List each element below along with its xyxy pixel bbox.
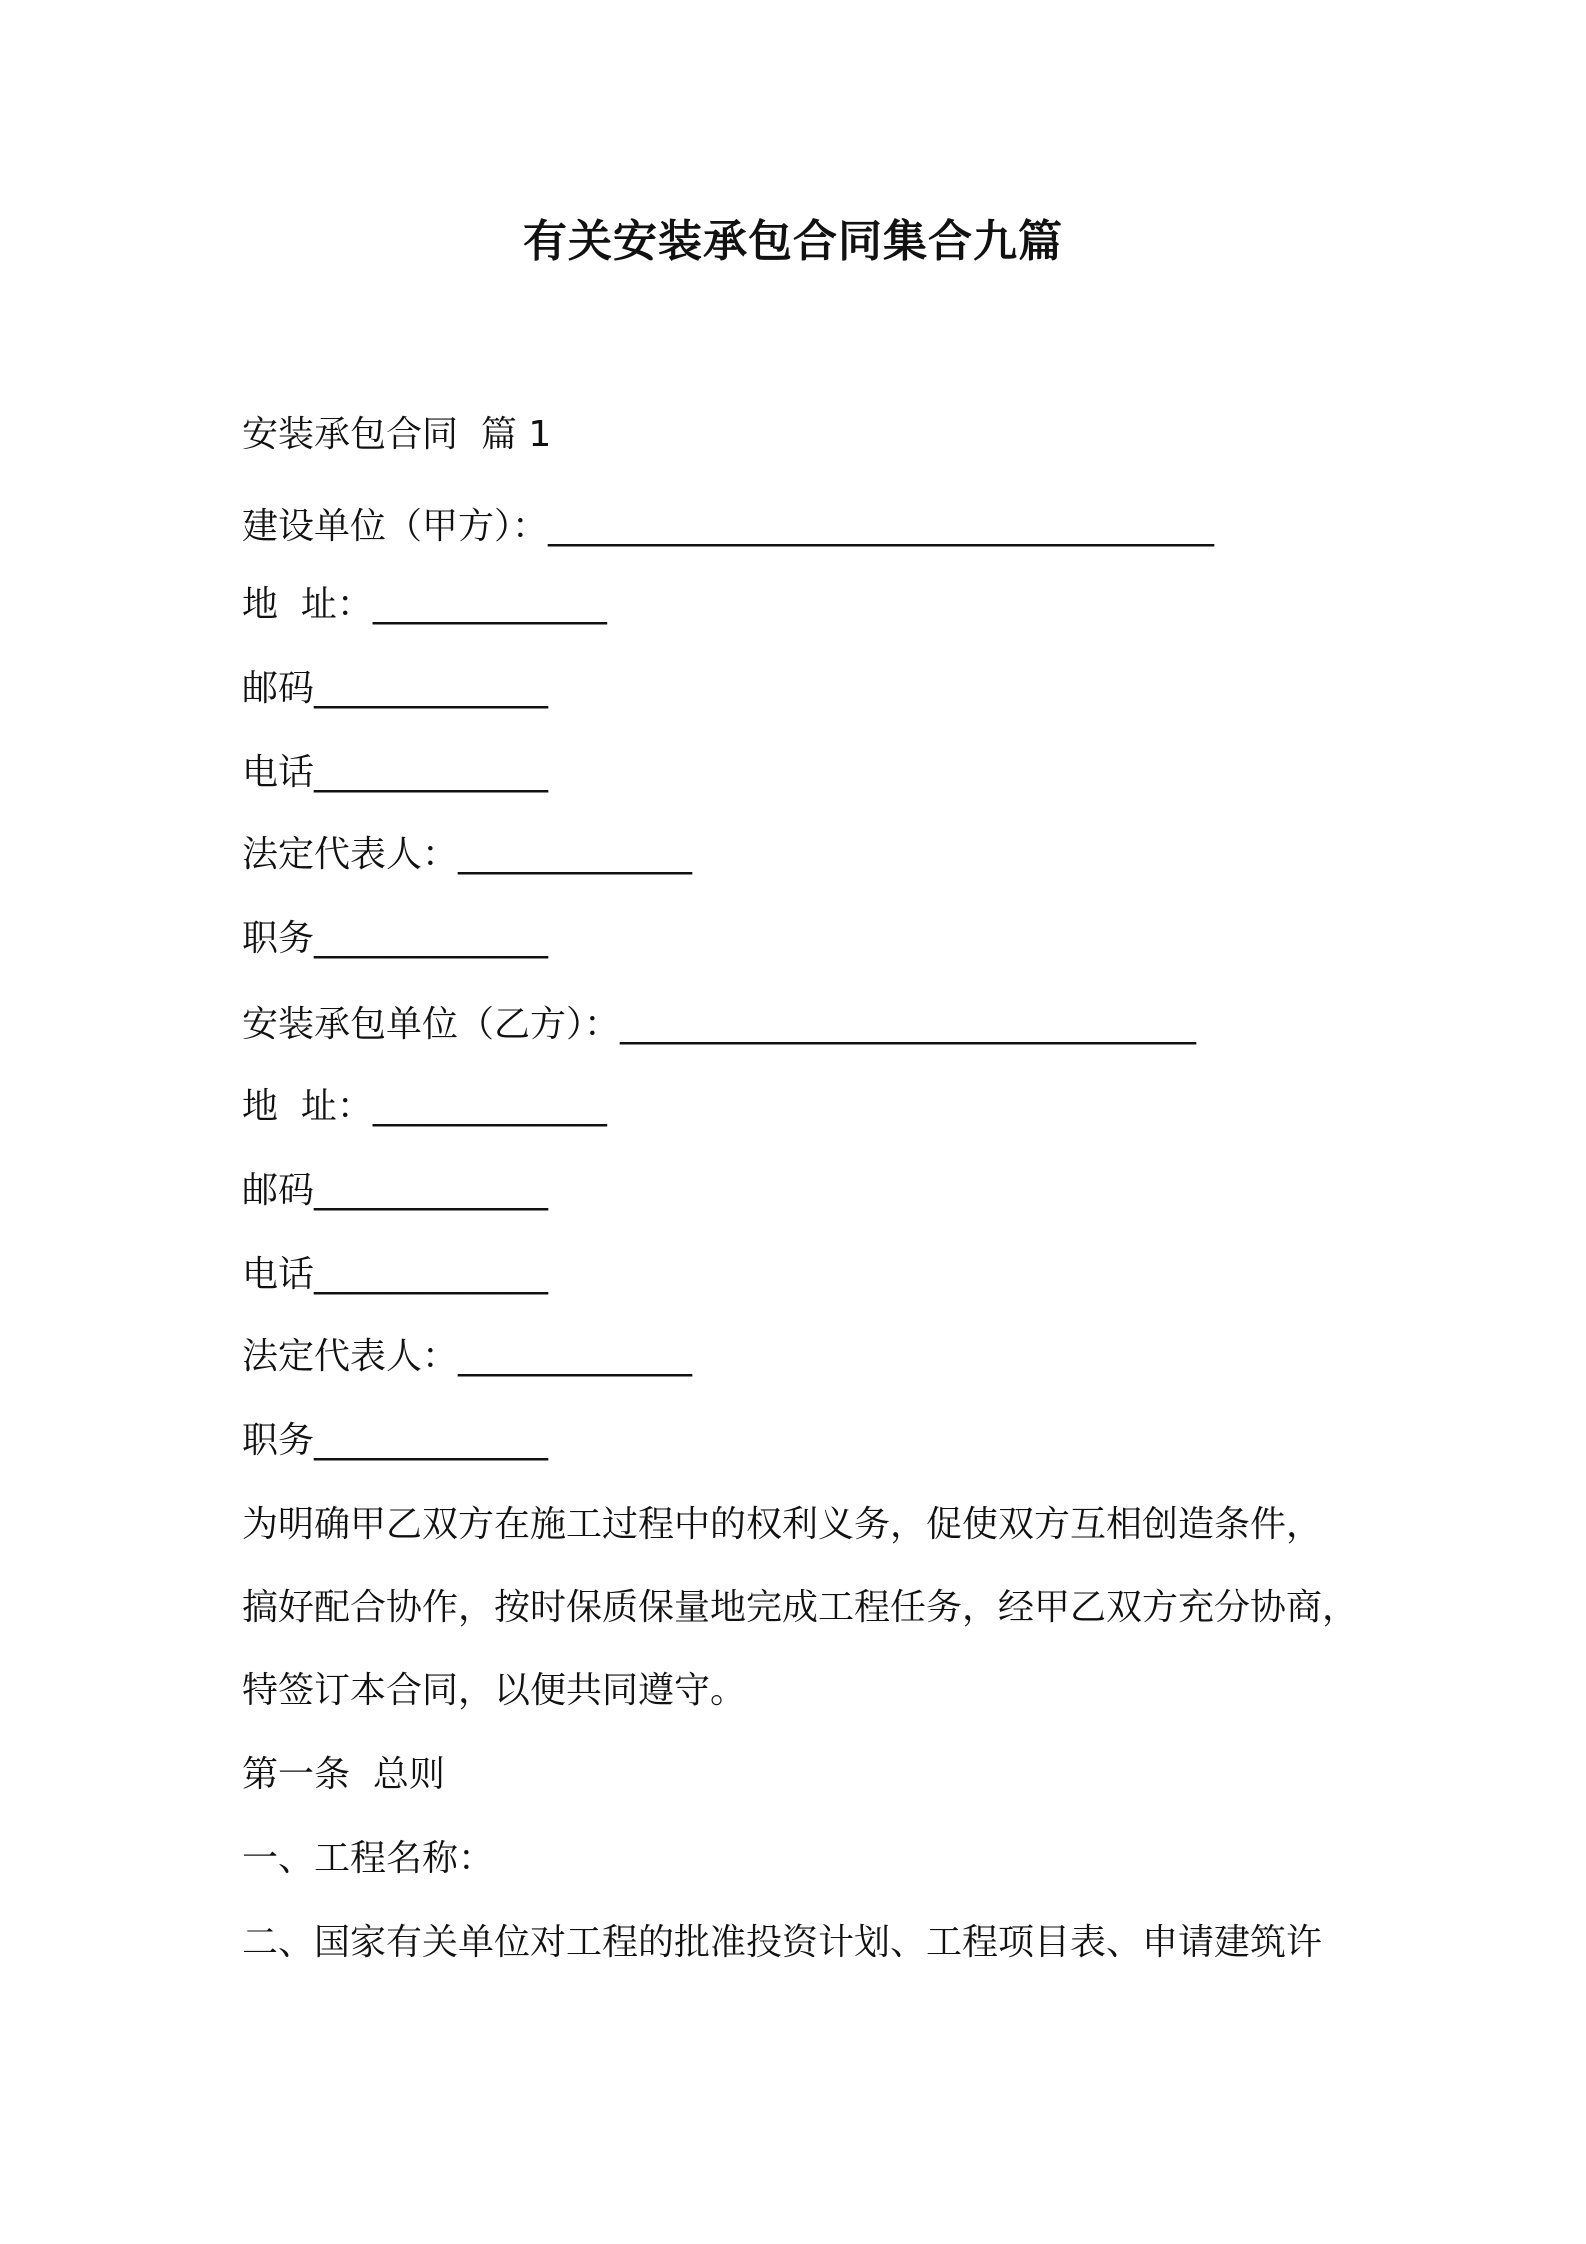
- item-one: 一、工程名称：: [242, 1838, 495, 1879]
- section-heading: 安装承包合同 篇 1: [242, 414, 552, 455]
- party-a-postcode: 邮码_____________: [242, 668, 549, 709]
- party-a-legal-rep: 法定代表人：_____________: [242, 834, 693, 875]
- intro-line: 为明确甲乙双方在施工过程中的权利义务，促使双方互相创造条件，: [242, 1504, 1323, 1545]
- party-b-address: 地 址：_____________: [242, 1086, 607, 1127]
- party-b-unit: 安装承包单位（乙方）：________________________________: [242, 1004, 1197, 1045]
- party-b-legal-rep: 法定代表人：_____________: [242, 1336, 693, 1377]
- party-b-phone: 电话_____________: [242, 1254, 549, 1295]
- party-a-unit: 建设单位（甲方）：_____________________________________: [242, 506, 1215, 547]
- article-one-heading: 第一条 总则: [242, 1754, 445, 1795]
- item-two: 二、国家有关单位对工程的批准投资计划、工程项目表、申请建筑许: [242, 1922, 1323, 1963]
- party-a-position: 职务_____________: [242, 918, 549, 959]
- party-a-address: 地 址：_____________: [242, 584, 607, 625]
- document-title: 有关安装承包合同集合九篇: [523, 216, 1063, 267]
- party-a-phone: 电话_____________: [242, 752, 549, 793]
- intro-line: 搞好配合协作，按时保质保量地完成工程任务，经甲乙双方充分协商，: [242, 1587, 1359, 1628]
- intro-line: 特签订本合同，以便共同遵守。: [242, 1670, 747, 1711]
- party-b-postcode: 邮码_____________: [242, 1170, 549, 1211]
- intro-paragraph: [242, 1483, 1359, 1732]
- party-b-position: 职务_____________: [242, 1420, 549, 1461]
